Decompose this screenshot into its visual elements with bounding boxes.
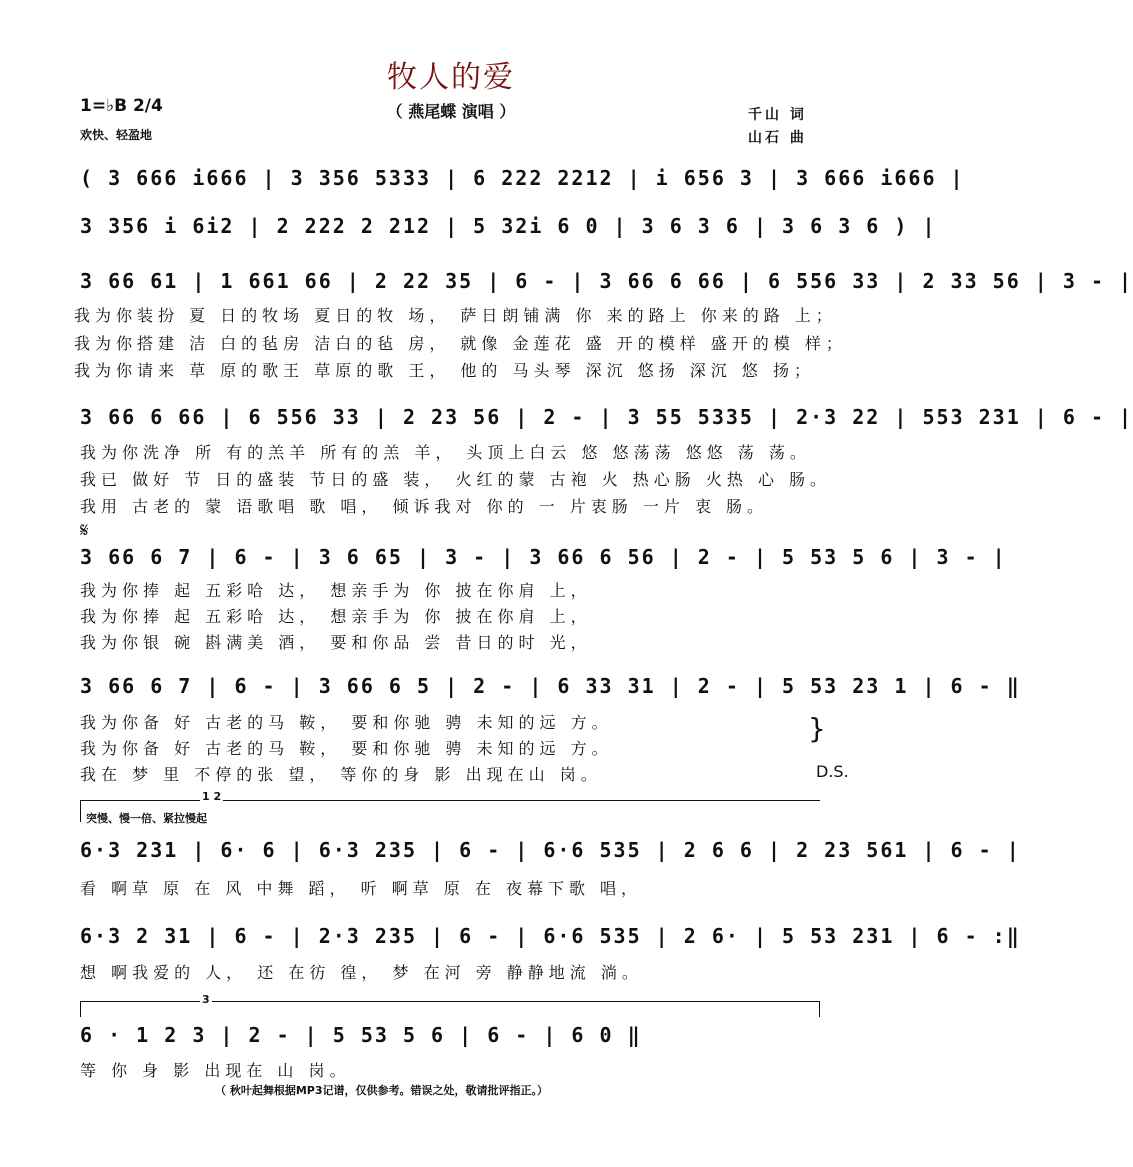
intro-notation-line-2: 3 356 i 6i2 | 2 222 2 212 | 5 32i 6 0 | 3 6 3 6 | 3 6 3 6 ) | <box>80 214 937 238</box>
section2-lyric-verse-1: 我为你洗净 所 有的羔羊 所有的羔 羊， 头顶上白云 悠 悠荡荡 悠悠 荡 荡。 <box>80 443 811 462</box>
volta-bracket-3 <box>80 1001 820 1002</box>
section5-notation: 6·3 231 | 6· 6 | 6·3 235 | 6 - | 6·6 535 | 2 6 6 | 2 23 561 | 6 - | <box>80 838 1021 862</box>
segno-sign: 𝄋 <box>80 518 89 542</box>
volta-bracket-left-edge <box>80 800 81 822</box>
section4-lyric-verse-1: 我为你备 好 古老的马 鞍， 要和你驰 骋 未知的远 方。 <box>80 713 613 732</box>
section6-notation: 6·3 2 31 | 6 - | 2·3 235 | 6 - | 6·6 535 | 2 6· | 5 53 231 | 6 - :‖ <box>80 924 1021 948</box>
section3-notation: 3 66 6 7 | 6 - | 3 6 65 | 3 - | 3 66 6 56 | 2 - | 5 53 5 6 | 3 - | <box>80 545 1007 569</box>
section2-lyric-verse-3: 我用 古老的 蒙 语歌唱 歌 唱， 倾诉我对 你的 一 片衷肠 一片 衷 肠。 <box>80 497 769 516</box>
volta-label-3: 3 <box>202 993 210 1006</box>
section4-lyric-verse-2: 我为你备 好 古老的马 鞍， 要和你驰 骋 未知的远 方。 <box>80 739 613 758</box>
volta-bracket-3-left-edge <box>80 1001 81 1017</box>
section5-lyric: 看 啊草 原 在 风 中舞 蹈， 听 啊草 原 在 夜幕下歌 唱， <box>80 879 643 898</box>
section7-lyric: 等 你 身 影 出现在 山 岗。 <box>80 1061 351 1080</box>
transcriber-footnote: （ 秋叶起舞根据MP3记谱，仅供参考。错误之处，敬请批评指正。） <box>215 1084 548 1097</box>
dal-segno-marking: D.S. <box>816 762 849 781</box>
composer-credit: 山石 曲 <box>748 130 807 146</box>
section1-lyric-verse-2: 我为你搭建 洁 白的毡房 洁白的毡 房， 就像 金莲花 盛 开的模样 盛开的模 样； <box>74 334 847 353</box>
intro-notation-line-1: ( 3 666 i666 | 3 356 5333 | 6 222 2212 | i 656 3 | 3 666 i666 | <box>80 166 965 190</box>
section6-lyric: 想 啊我爱的 人， 还 在彷 徨， 梦 在河 旁 静静地流 淌。 <box>80 963 643 982</box>
section4-notation: 3 66 6 7 | 6 - | 3 66 6 5 | 2 - | 6 33 31 | 2 - | 5 53 23 1 | 6 - ‖ <box>80 674 1021 698</box>
volta-label-1-2: 1 2 <box>202 790 222 803</box>
lyricist-credit: 千山 词 <box>748 107 807 123</box>
section2-notation: 3 66 6 66 | 6 556 33 | 2 23 56 | 2 - | 3 55 5335 | 2·3 22 | 553 231 | 6 - | <box>80 405 1133 429</box>
volta-bracket-1-2 <box>80 800 820 801</box>
section3-lyric-verse-2: 我为你捧 起 五彩哈 达， 想亲手为 你 披在你肩 上， <box>80 607 592 626</box>
performer-subtitle: （ 燕尾蝶 演唱 ） <box>386 102 516 121</box>
section1-lyric-verse-1: 我为你装扮 夏 日的牧场 夏日的牧 场， 萨日朗铺满 你 来的路上 你来的路 上； <box>74 306 837 325</box>
section7-notation: 6 · 1 2 3 | 2 - | 5 53 5 6 | 6 - | 6 0 ‖ <box>80 1023 642 1047</box>
section3-lyric-verse-3: 我为你银 碗 斟满美 酒， 要和你品 尝 昔日的时 光， <box>80 633 592 652</box>
section2-lyric-verse-2: 我已 做好 节 日的盛装 节日的盛 装， 火红的蒙 古袍 火 热心肠 火热 心 肠。 <box>80 470 832 489</box>
section4-lyric-verse-3: 我在 梦 里 不停的张 望， 等你的身 影 出现在山 岗。 <box>80 765 602 784</box>
key-signature: 1=♭B 2/4 <box>80 96 163 116</box>
section1-notation: 3 66 61 | 1 661 66 | 2 22 35 | 6 - | 3 66 6 66 | 6 556 33 | 2 33 56 | 3 - | <box>80 269 1133 293</box>
volta-bracket-3-right-edge <box>819 1001 820 1017</box>
page-title: 牧人的爱 <box>387 60 515 95</box>
section3-lyric-verse-1: 我为你捧 起 五彩哈 达， 想亲手为 你 披在你肩 上， <box>80 581 592 600</box>
verse-brace: } <box>808 712 826 745</box>
performance-instruction: 突慢、慢一倍、紧拉慢起 <box>86 812 207 825</box>
tempo-marking: 欢快、轻盈地 <box>80 128 153 142</box>
section1-lyric-verse-3: 我为你请来 草 原的歌王 草原的歌 王， 他的 马头琴 深沉 悠扬 深沉 悠 扬； <box>74 361 815 380</box>
